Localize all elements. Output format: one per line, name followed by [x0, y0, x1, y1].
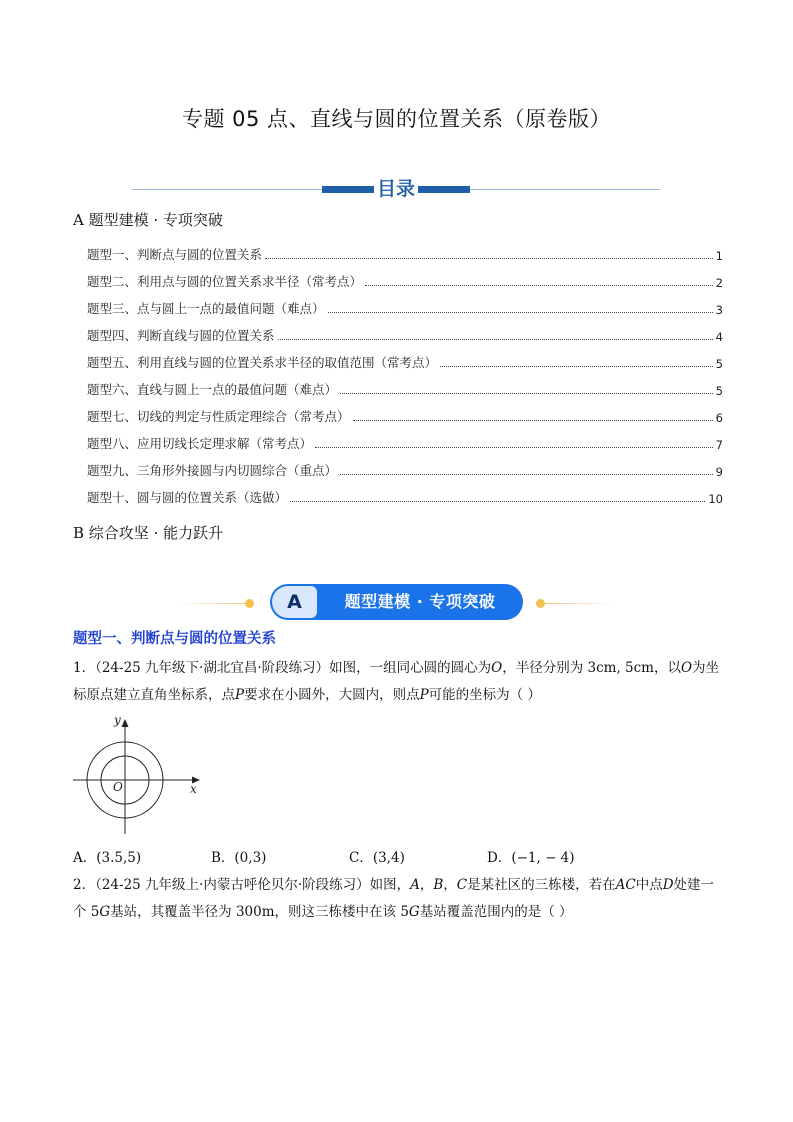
toc-item-2[interactable]	[87, 272, 723, 290]
toc-leader-dots	[328, 311, 713, 313]
toc-item-6[interactable]	[87, 380, 723, 398]
banner-text: 题型建模 · 专项突破	[344, 592, 496, 611]
toc-leader-dots	[365, 284, 713, 286]
toc-item-title: 题型六、直线与圆上一点的最值问题（难点）	[87, 382, 338, 397]
toc-item-7[interactable]	[87, 407, 723, 425]
toc-leader-dots	[265, 257, 713, 259]
banner-line-right	[545, 603, 615, 604]
toc-item-page: 4	[715, 330, 723, 344]
toc-item-title: 题型三、点与圆上一点的最值问题（难点）	[87, 301, 325, 316]
toc-item-title: 题型十、圆与圆的位置关系（选做）	[87, 490, 288, 505]
question-1-line-2: 标原点建立直角坐标系，点𝑃要求在小圆外，大圆内，则点𝑃可能的坐标为（ ）	[73, 687, 541, 703]
toc-item-title: 题型九、三角形外接圆与内切圆综合（重点）	[87, 463, 338, 478]
toc-item-title: 题型二、利用点与圆的位置关系求半径（常考点）	[87, 274, 363, 289]
option-d[interactable]: D．(−1, − 4)	[487, 850, 575, 866]
toc-banner	[132, 176, 660, 204]
banner-badge: A	[272, 586, 317, 618]
question-2	[73, 872, 723, 926]
type-heading: 题型一、判断点与圆的位置关系	[73, 631, 276, 647]
banner-dot-left	[245, 599, 254, 608]
question-1-line-1: 1．（24-25 九年级下·湖北宜昌·阶段练习）如图，一组同心圆的圆心为𝑂，半径分别为 3cm, 5cm，以𝑂为坐	[73, 660, 720, 676]
toc-item-page: 6	[715, 411, 723, 425]
toc-leader-dots	[340, 392, 713, 394]
toc-item-title: 题型八、应用切线长定理求解（常考点）	[87, 436, 313, 451]
toc-item-page: 7	[715, 438, 723, 452]
toc-item-page: 5	[715, 384, 723, 398]
toc-leader-dots	[290, 500, 705, 502]
toc-leader-dots	[440, 365, 713, 367]
toc-banner-bar-left	[322, 186, 374, 193]
banner-line-left	[178, 603, 248, 604]
toc-item-3[interactable]	[87, 299, 723, 317]
toc-leader-dots	[278, 338, 713, 340]
option-a[interactable]: A．(3.5,5)	[73, 850, 142, 866]
y-axis-label: y	[114, 713, 121, 727]
option-b[interactable]: B．(0,3)	[211, 850, 267, 866]
toc-item-title: 题型七、切线的判定与性质定理综合（常考点）	[87, 409, 350, 424]
toc-item-4[interactable]	[87, 326, 723, 344]
toc-item-page: 10	[708, 492, 723, 506]
toc-item-title: 题型一、判断点与圆的位置关系	[87, 247, 263, 262]
section-a-banner	[178, 582, 615, 622]
toc-item-page: 2	[715, 276, 723, 290]
toc-item-1[interactable]	[87, 245, 723, 263]
question-1-options	[73, 846, 713, 866]
origin-label: O	[113, 780, 123, 794]
toc-leader-dots	[340, 473, 713, 475]
toc-item-title: 题型五、利用直线与圆的位置关系求半径的取值范围（常考点）	[87, 355, 438, 370]
toc-banner-label: 目录	[374, 176, 418, 202]
question-2-line-2: 个 5𝐺基站，其覆盖半径为 300m，则这三栋楼中在该 5𝐺基站覆盖范围内的是（ ）	[73, 904, 573, 920]
toc-banner-bar-right	[418, 186, 470, 193]
y-axis-arrow	[122, 719, 129, 727]
option-c[interactable]: C．(3,4)	[349, 850, 405, 866]
figure-svg	[70, 712, 205, 837]
page-title: 专题 05 点、直线与圆的位置关系（原卷版）	[181, 107, 612, 131]
toc-item-9[interactable]	[87, 461, 723, 479]
toc-item-page: 9	[715, 465, 723, 479]
toc-item-page: 1	[715, 249, 723, 263]
section-b-label: B 综合攻坚 · 能力跃升	[73, 524, 224, 542]
toc-item-5[interactable]	[87, 353, 723, 371]
toc-item-8[interactable]	[87, 434, 723, 452]
toc-item-page: 5	[715, 357, 723, 371]
toc-item-10[interactable]	[87, 488, 723, 506]
x-axis-label: x	[190, 782, 197, 796]
toc-leader-dots	[315, 446, 713, 448]
question-2-line-1: 2．（24-25 九年级上·内蒙古呼伦贝尔·阶段练习）如图，𝐴，𝐵，𝐶是某社区的三栋楼，若在𝐴𝐶中点𝐷处建一	[73, 877, 715, 893]
toc-item-page: 3	[715, 303, 723, 317]
toc-leader-dots	[353, 419, 713, 421]
concentric-circles-figure	[70, 712, 205, 837]
section-a-label: A 题型建模 · 专项突破	[73, 211, 223, 229]
question-1	[73, 655, 723, 709]
banner-dot-right	[536, 599, 545, 608]
banner-pill	[270, 584, 523, 620]
toc-item-title: 题型四、判断直线与圆的位置关系	[87, 328, 275, 343]
